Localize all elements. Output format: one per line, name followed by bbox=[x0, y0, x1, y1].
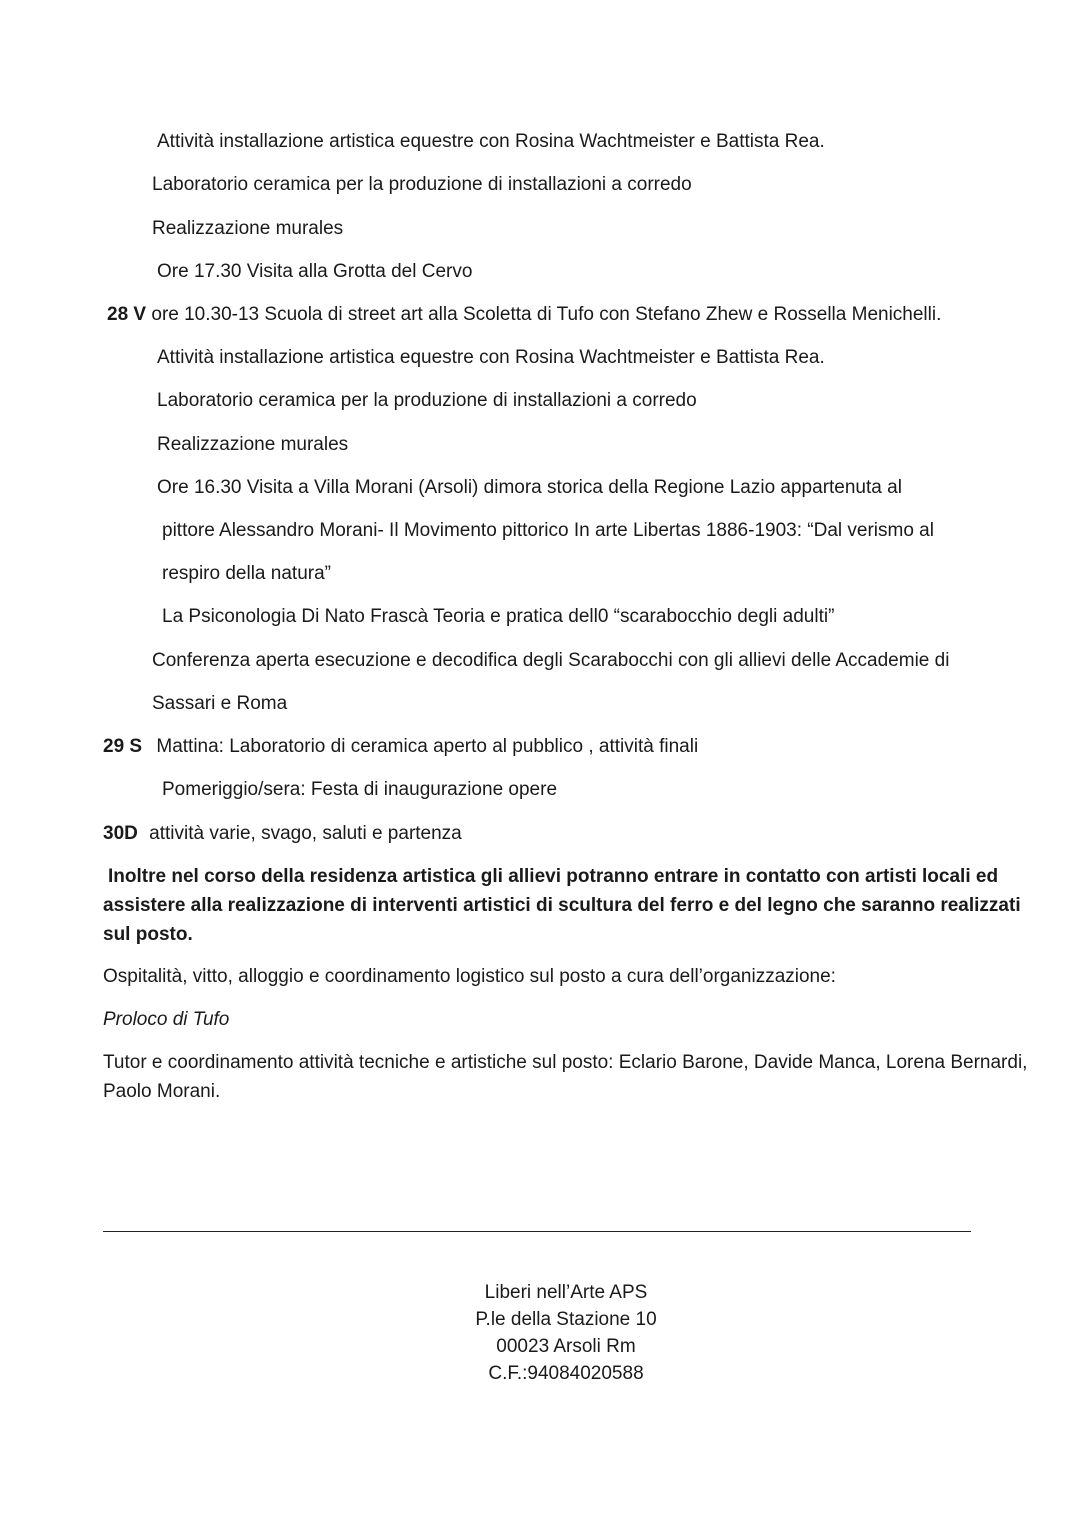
day-29-entry bbox=[103, 735, 698, 759]
tutors-text: Tutor e coordinamento attività tecniche e artistiche sul posto: Eclario Barone, Davide Manca, Lorena Bernardi, Paolo Morani. bbox=[103, 1052, 1028, 1102]
day-label: 29 S bbox=[103, 736, 143, 757]
footer-street: P.le della Stazione 10 bbox=[475, 1309, 657, 1330]
program-line: Laboratorio ceramica per la produzione di installazioni a corredo bbox=[152, 174, 692, 195]
program-line: Laboratorio ceramica per la produzione di installazioni a corredo bbox=[157, 390, 697, 411]
footer-name: Liberi nell’Arte APS bbox=[484, 1282, 648, 1303]
program-line: Pomeriggio/sera: Festa di inaugurazione opere bbox=[162, 779, 558, 800]
day-text: Mattina: Laboratorio di ceramica aperto al pubblico , attività finali bbox=[156, 736, 699, 757]
program-line: Ore 17.30 Visita alla Grotta del Cervo bbox=[157, 261, 473, 282]
program-line: Ore 16.30 Visita a Villa Morani (Arsoli) dimora storica della Regione Lazio appartenuta al bbox=[157, 477, 902, 498]
day-text: ore 10.30-13 Scuola di street art alla Scoletta di Tufo con Stefano Zhew e Rossella Menichelli. bbox=[151, 304, 942, 325]
day-label: 30D bbox=[103, 823, 138, 844]
footer-city: 00023 Arsoli Rm bbox=[496, 1336, 636, 1357]
program-line: Sassari e Roma bbox=[152, 693, 288, 714]
program-line: Realizzazione murales bbox=[152, 218, 344, 239]
separator-line bbox=[103, 1231, 971, 1232]
organizer-text: Proloco di Tufo bbox=[103, 1009, 230, 1030]
hospitality-text: Ospitalità, vitto, alloggio e coordinamento logistico sul posto a cura dell’organizzazione: bbox=[103, 966, 836, 987]
program-line: respiro della natura” bbox=[162, 563, 331, 584]
program-line: Conferenza aperta esecuzione e decodifica degli Scarabocchi con gli allievi delle Accademie di bbox=[152, 650, 950, 671]
day-label: 28 V bbox=[107, 304, 147, 325]
program-line: Realizzazione murales bbox=[157, 434, 349, 455]
footer-tax-code: C.F.:94084020588 bbox=[488, 1363, 644, 1384]
day-28-entry bbox=[107, 303, 941, 327]
day-30-entry bbox=[103, 822, 462, 846]
program-line: Attività installazione artistica equestre con Rosina Wachtmeister e Battista Rea. bbox=[157, 131, 825, 152]
program-line: Attività installazione artistica equestre con Rosina Wachtmeister e Battista Rea. bbox=[157, 347, 825, 368]
footer-address bbox=[0, 1279, 1080, 1387]
day-text: attività varie, svago, saluti e partenza bbox=[149, 823, 462, 844]
program-line: pittore Alessandro Morani- Il Movimento pittorico In arte Libertas 1886-1903: “Dal verismo al bbox=[162, 520, 934, 541]
bold-paragraph: Inoltre nel corso della residenza artistica gli allievi potranno entrare in contatto con artisti locali ed assistere alla realizzazione di interventi artistici di scultura del ferro e del legno che saranno realizzati sul posto. bbox=[103, 866, 1021, 945]
program-line: La Psiconologia Di Nato Frascà Teoria e pratica dell0 “scarabocchio degli adulti” bbox=[162, 606, 835, 627]
